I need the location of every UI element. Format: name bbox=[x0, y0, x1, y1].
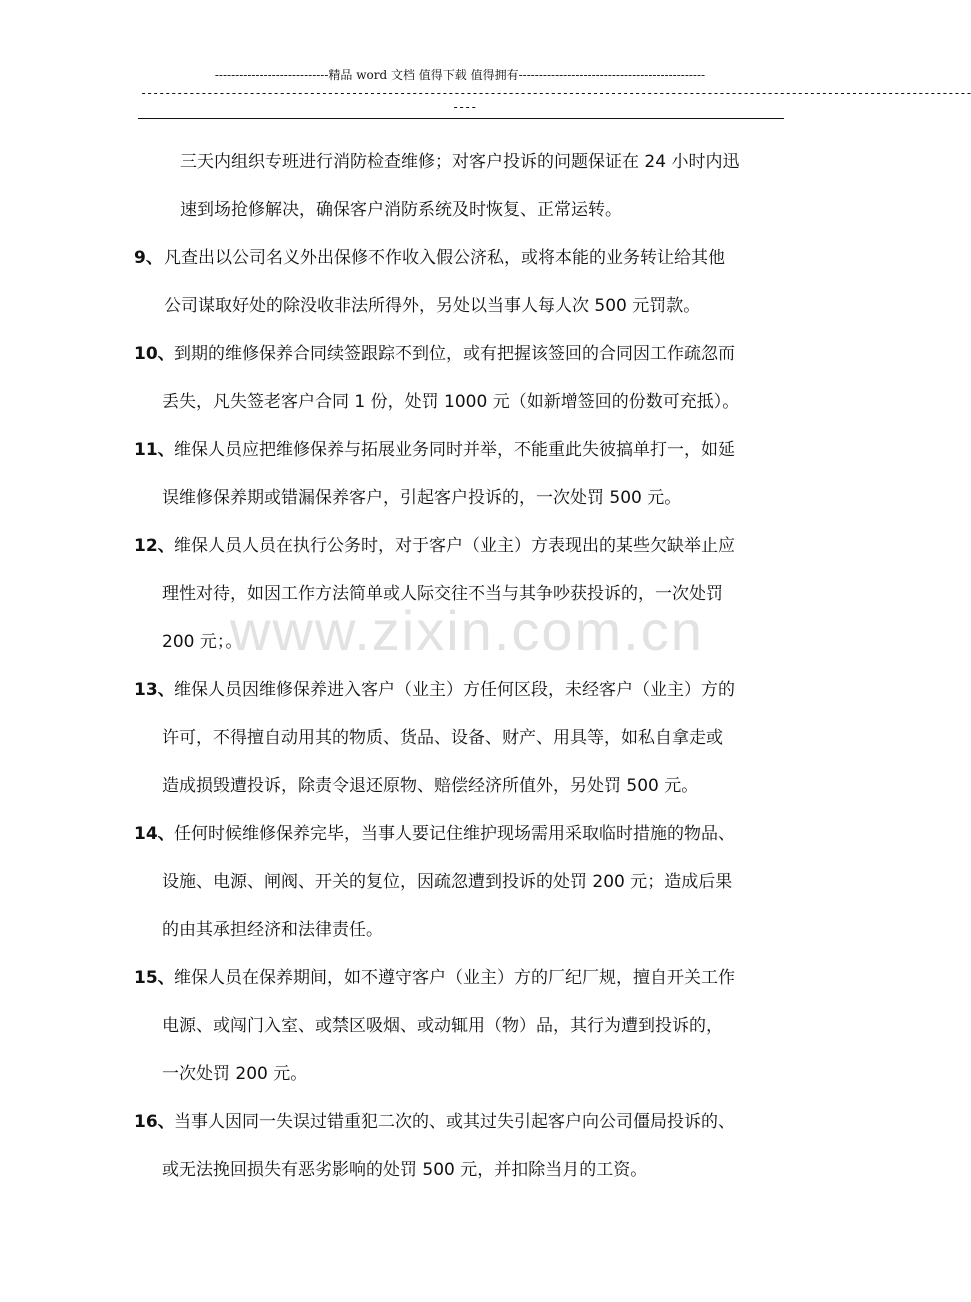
document-body bbox=[0, 138, 920, 1194]
paragraph-line: 一次处罚 200 元。 bbox=[162, 1064, 308, 1084]
paragraph-item-14 bbox=[0, 810, 920, 954]
paragraph-line: 维保人员在保养期间，如不遵守客户（业主）方的厂纪厂规，擅自开关工作 bbox=[174, 968, 735, 988]
paragraph-line: 维保人员人员在执行公务时，对于客户（业主）方表现出的某些欠缺举止应 bbox=[174, 536, 735, 556]
item-number: 15、 bbox=[134, 968, 175, 988]
watermark-text: www.zixin.com.cn bbox=[230, 599, 704, 662]
paragraph-item-12 bbox=[0, 522, 920, 666]
paragraph-line: 丢失，凡失签老客户合同 1 份，处罚 1000 元（如新增签回的份数可充抵）。 bbox=[162, 392, 740, 412]
paragraph-line: 的由其承担经济和法律责任。 bbox=[162, 920, 383, 940]
paragraph-line: 任何时候维修保养完毕，当事人要记住维护现场需用采取临时措施的物品、 bbox=[174, 824, 735, 844]
paragraph-line: 误维修保养期或错漏保养客户，引起客户投诉的，一次处罚 500 元。 bbox=[162, 488, 682, 508]
paragraph-line: 或无法挽回损失有恶劣影响的处罚 500 元，并扣除当月的工资。 bbox=[162, 1160, 648, 1180]
paragraph-line: 理性对待，如因工作方法简单或人际交往不当与其争吵获投诉的，一次处罚 bbox=[162, 584, 723, 604]
paragraph-continued bbox=[0, 138, 920, 234]
header-dash-short: ---- bbox=[452, 100, 477, 114]
paragraph-line: 维保人员因维修保养进入客户（业主）方任何区段，未经客户（业主）方的 bbox=[174, 680, 735, 700]
paragraph-line: 凡查出以公司名义外出保修不作收入假公济私，或将本能的业务转让给其他 bbox=[164, 248, 725, 268]
paragraph-line: 设施、电源、闸阀、开关的复位，因疏忽遭到投诉的处罚 200 元；造成后果 bbox=[162, 872, 733, 892]
paragraph-item-11 bbox=[0, 426, 920, 522]
item-number: 14、 bbox=[134, 824, 175, 844]
paragraph-line: 200 元；。 bbox=[162, 632, 243, 652]
paragraph-line: 速到场抢修解决，确保客户消防系统及时恢复、正常运转。 bbox=[180, 200, 622, 220]
paragraph-line: 公司谋取好处的除没收非法所得外，另处以当事人每人次 500 元罚款。 bbox=[164, 296, 701, 316]
paragraph-item-10 bbox=[0, 330, 920, 426]
paragraph-line: 到期的维修保养合同续签跟踪不到位，或有把握该签回的合同因工作疏忽而 bbox=[174, 344, 735, 364]
item-number: 16、 bbox=[134, 1112, 175, 1132]
paragraph-item-16 bbox=[0, 1098, 920, 1194]
paragraph-item-9 bbox=[0, 234, 920, 330]
item-number: 10、 bbox=[134, 344, 175, 364]
paragraph-line: 许可，不得擅自动用其的物质、货品、设备、财产、用具等，如私自拿走或 bbox=[162, 728, 723, 748]
item-number: 13、 bbox=[134, 680, 175, 700]
paragraph-line: 维保人员应把维修保养与拓展业务同时并举，不能重此失彼搞单打一，如延 bbox=[174, 440, 735, 460]
header-dash-line: ------------------------------------------------------------------------------------------------------------------------------------------ bbox=[140, 86, 971, 100]
paragraph-line: 当事人因同一失误过错重犯二次的、或其过失引起客户向公司僵局投诉的、 bbox=[174, 1112, 735, 1132]
page-header-banner: ----------------------------精品 word 文档 值得下载 值得拥有---------------------------------------------- bbox=[214, 68, 706, 82]
item-number: 9、 bbox=[134, 248, 163, 268]
paragraph-item-15 bbox=[0, 954, 920, 1098]
item-number: 12、 bbox=[134, 536, 175, 556]
paragraph-line: 三天内组织专班进行消防检查维修；对客户投诉的问题保证在 24 小时内迅 bbox=[180, 152, 740, 172]
item-number: 11、 bbox=[134, 440, 175, 460]
paragraph-item-13 bbox=[0, 666, 920, 810]
paragraph-line: 电源、或闯门入室、或禁区吸烟、或动辄用（物）品，其行为遭到投诉的， bbox=[162, 1016, 723, 1036]
paragraph-line: 造成损毁遭投诉，除责令退还原物、赔偿经济所值外，另处罚 500 元。 bbox=[162, 776, 699, 796]
header-rule bbox=[138, 118, 784, 119]
